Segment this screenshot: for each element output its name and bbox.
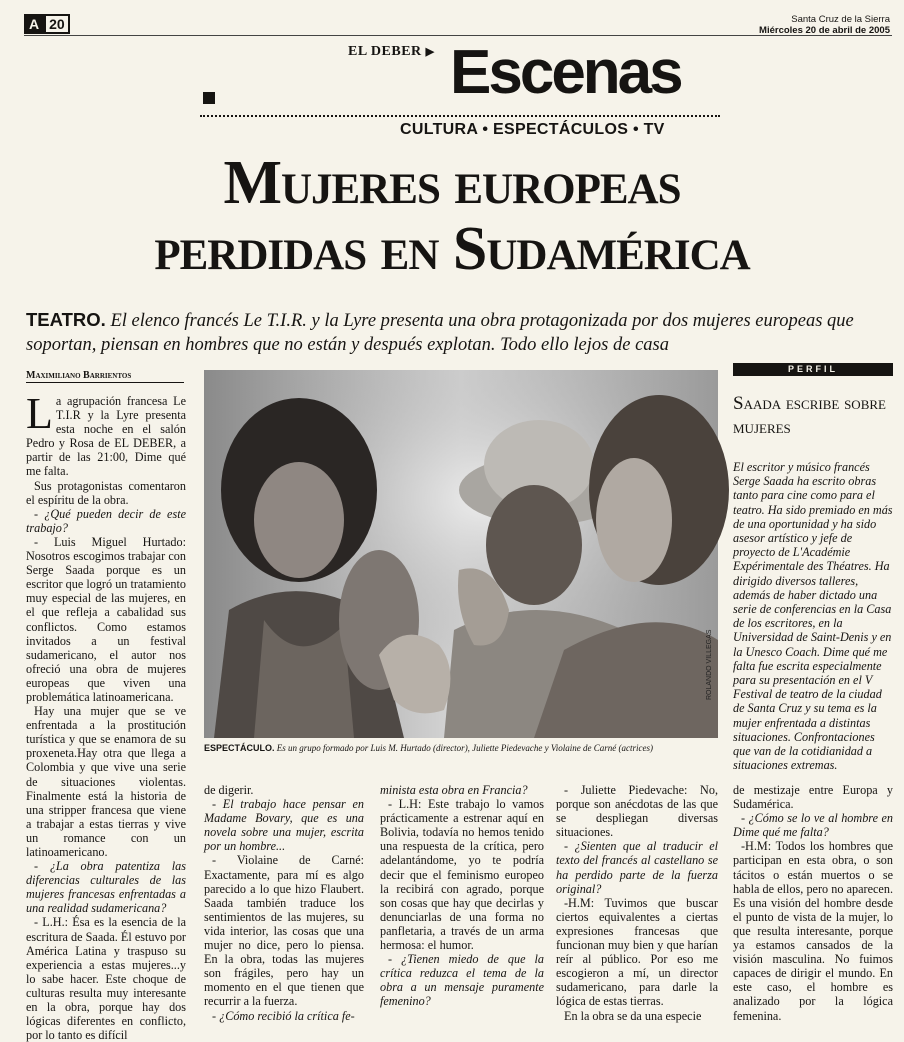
section-letter: A <box>24 14 44 34</box>
article-paragraph: - ¿Sienten que al traducir el texto del francés al castellano se ha perdido parte de la fuerza original? <box>556 839 718 896</box>
headline-line-2: perdidas en Sudamérica <box>154 215 750 283</box>
article-column-2 <box>204 783 364 1023</box>
page-number-box <box>24 14 70 34</box>
dateline <box>759 14 890 36</box>
supplement-title: Escenas <box>450 38 681 107</box>
article-paragraph: minista esta obra en Francia? <box>380 783 528 797</box>
deck-tag: TEATRO. <box>26 309 106 330</box>
article-paragraph: - Luis Miguel Hurtado: Nosotros escogimos trabajar con Serge Saada porque es un escritor que logró un tratamiento muy especial de las mujeres, en el que refleja a cabalidad sus conflictos. Como estamos invitados a un festival sudamericano, el autor nos ofreció una obra de mujeres europeas que viven una problemática latinoamericana. <box>26 534 186 704</box>
perfil-title: Saada escribe sobre mujeres <box>733 393 886 438</box>
city: Santa Cruz de la Sierra <box>791 14 890 25</box>
newspaper-name-text: EL DEBER <box>348 44 422 59</box>
photo-credit: ROLANDO VILLEGAS <box>706 629 713 700</box>
article-paragraph: Hay una mujer que se ve enfrentada a la prostitución turística y que se enamora de su proxeneta.Hay otra que llega a Colombia y que vive una serie de situaciones violentas. Finalmente está la historia de una stripper francesa que viene a trabajar a estas tierras y vive un romance con un latinoamericano. <box>26 704 186 859</box>
article-paragraph: En la obra se da una especie <box>564 1008 702 1023</box>
section-list: CULTURA • ESPECTÁCULOS • TV <box>400 121 665 138</box>
article-column-3 <box>380 783 544 1009</box>
article-deck <box>26 308 888 357</box>
article-column-1 <box>26 389 186 1042</box>
issue-date: Miércoles 20 de abril de 2005 <box>759 25 890 36</box>
byline-rule <box>26 382 184 383</box>
headline-line-1: Mujeres europeas <box>223 149 681 217</box>
article-paragraph: - L.H: Este trabajo lo vamos prácticamente a estrenar aquí en Bolivia, todavía no hemos tenido una respuesta de la crítica, pero adelantándome, yo te podría decir que el feminismo europeo la recibirá con agrado, porque son cosas que hay que decirlas y denunciarlas de una forma no panfletaria, a través de un arma hermosa: el humor. <box>380 797 544 953</box>
article-paragraph: de digerir. <box>204 783 254 797</box>
article-paragraph: - ¿Cómo recibió la crítica fe- <box>212 1008 355 1023</box>
drop-cap: L <box>26 389 53 438</box>
byline: Maximiliano Barrientos <box>26 370 132 381</box>
article-paragraph: - ¿Cómo se lo ve al hombre en Dime qué me falta? <box>733 811 893 840</box>
article-paragraph: - ¿La obra patentiza las diferencias culturales de las mujeres francesas enfrentadas a una realidad sudamericana? <box>26 859 186 916</box>
paragraph-list <box>26 389 186 1042</box>
article-column-5 <box>733 783 893 1023</box>
paragraph-list <box>380 783 544 1009</box>
photo-illustration <box>204 370 718 738</box>
article-paragraph: - El trabajo hace pensar en Madame Bovary, que es una novela sobre una mujer, escrita por un hombre... <box>204 797 364 854</box>
newspaper-name <box>348 44 435 60</box>
article-paragraph: de mestizaje entre Europa y Sudamérica. <box>733 783 893 812</box>
paragraph-list <box>556 783 718 1023</box>
arrow-right-icon: ▶ <box>425 46 435 58</box>
article-paragraph: -H.M: Tuvimos que buscar ciertos equivalentes a ciertas expresiones francesas que funcionan muy bien y que harían reír al público. Por eso me escogieron a mí, un director sudamericano, para darle la lógica de estas tierras. <box>556 895 718 1009</box>
paragraph-list <box>733 783 893 1023</box>
article-paragraph: - Violaine de Carné: Exactamente, para mí es algo parecido a lo que hizo Flaubert. Saada también traduce los sentimientos de las mujeres, su vida interior, las cosas que una mujer no dice, pero lo piensa. En la obra, todas las mujeres son frágiles, pero hay un momento en el que tienen que recurrir a la fuerza. <box>204 853 364 1009</box>
caption-text: Es un grupo formado por Luis M. Hurtado (director), Juliette Piedevache y Violaine de Carné (actrices) <box>276 743 653 753</box>
article-headline <box>0 150 904 282</box>
article-photo <box>204 370 718 738</box>
article-paragraph: - ¿Tienen miedo de que la crítica reduzca el tema de la obra a un mensaje puramente femenino? <box>380 952 544 1009</box>
deck-text: El elenco francés Le T.I.R. y la Lyre presenta una obra protagonizada por dos mujeres europeas que soportan, piensan en hombres que no están y después explotan. Todo ello lejos de casa <box>26 311 854 355</box>
paragraph-list <box>204 783 364 1023</box>
article-paragraph: Sus protagonistas comentaron el espíritu de la obra. <box>26 478 186 507</box>
article-paragraph: a agrupación francesa Le T.I.R y la Lyre presenta esta noche en el salón Pedro y Rosa de EL DEBER, a partir de las 21:00, Dime qué me falta. <box>26 394 186 479</box>
page-number: 20 <box>44 14 70 34</box>
article-paragraph: - Juliette Piedevache: No, porque son anécdotas de las que se despliegan diversas situaciones. <box>556 783 718 840</box>
perfil-label: PERFIL <box>733 363 893 376</box>
article-paragraph: - L.H.: Ésa es la esencia de la escritura de Saada. Él estuvo por América Latina y traspuso su experiencia a estas mujeres...y lo sabe hacer. Este choque de culturas resulta muy interesante en la obra, porque hay dos lógicas diferentes en conflicto, por lo tanto es difícil <box>26 915 186 1042</box>
square-bullet-icon <box>203 92 215 104</box>
article-paragraph: -H.M: Todos los hombres que participan en esta obra, o son tácitos o están muertos o se habla de ellos, pero no aparecen. Es una visión del hombre desde el punto de vista de la mujer, lo que resulta interesante, porque ya estamos cansados de la visión masculina. No fuimos capaces de dirigir el mundo. En este caso, el hombre es analizado por la lógica femenina. <box>733 839 893 1023</box>
article-paragraph: - ¿Qué pueden decir de este trabajo? <box>26 506 186 535</box>
article-column-4 <box>556 783 718 1023</box>
photo-caption <box>204 743 718 753</box>
dotted-divider <box>200 115 720 117</box>
perfil-text: El escritor y músico francés Serge Saada ha escrito obras tanto para cine como para el teatro. Ha sido premiado en más de una oportunidad y ha sido asesor artístico y jefe de proyecto de L'Académie Expérimentale des Théatres. Ha dirigido diversos talleres, además de haber dictado una serie de conferencias en la Casa de los escritores, en la Universidad de Saint-Denis y en la Unesco Coach. Dime qué me falta fue escrita especialmente para su presentación en el V Festival de teatro de la ciudad de Santa Cruz y su tema es la mujer enfrentada a distintas situaciones. Confrontaciones que van de la cotidianidad a situaciones extremas. <box>733 460 893 773</box>
caption-tag: ESPECTÁCULO. <box>204 743 275 753</box>
